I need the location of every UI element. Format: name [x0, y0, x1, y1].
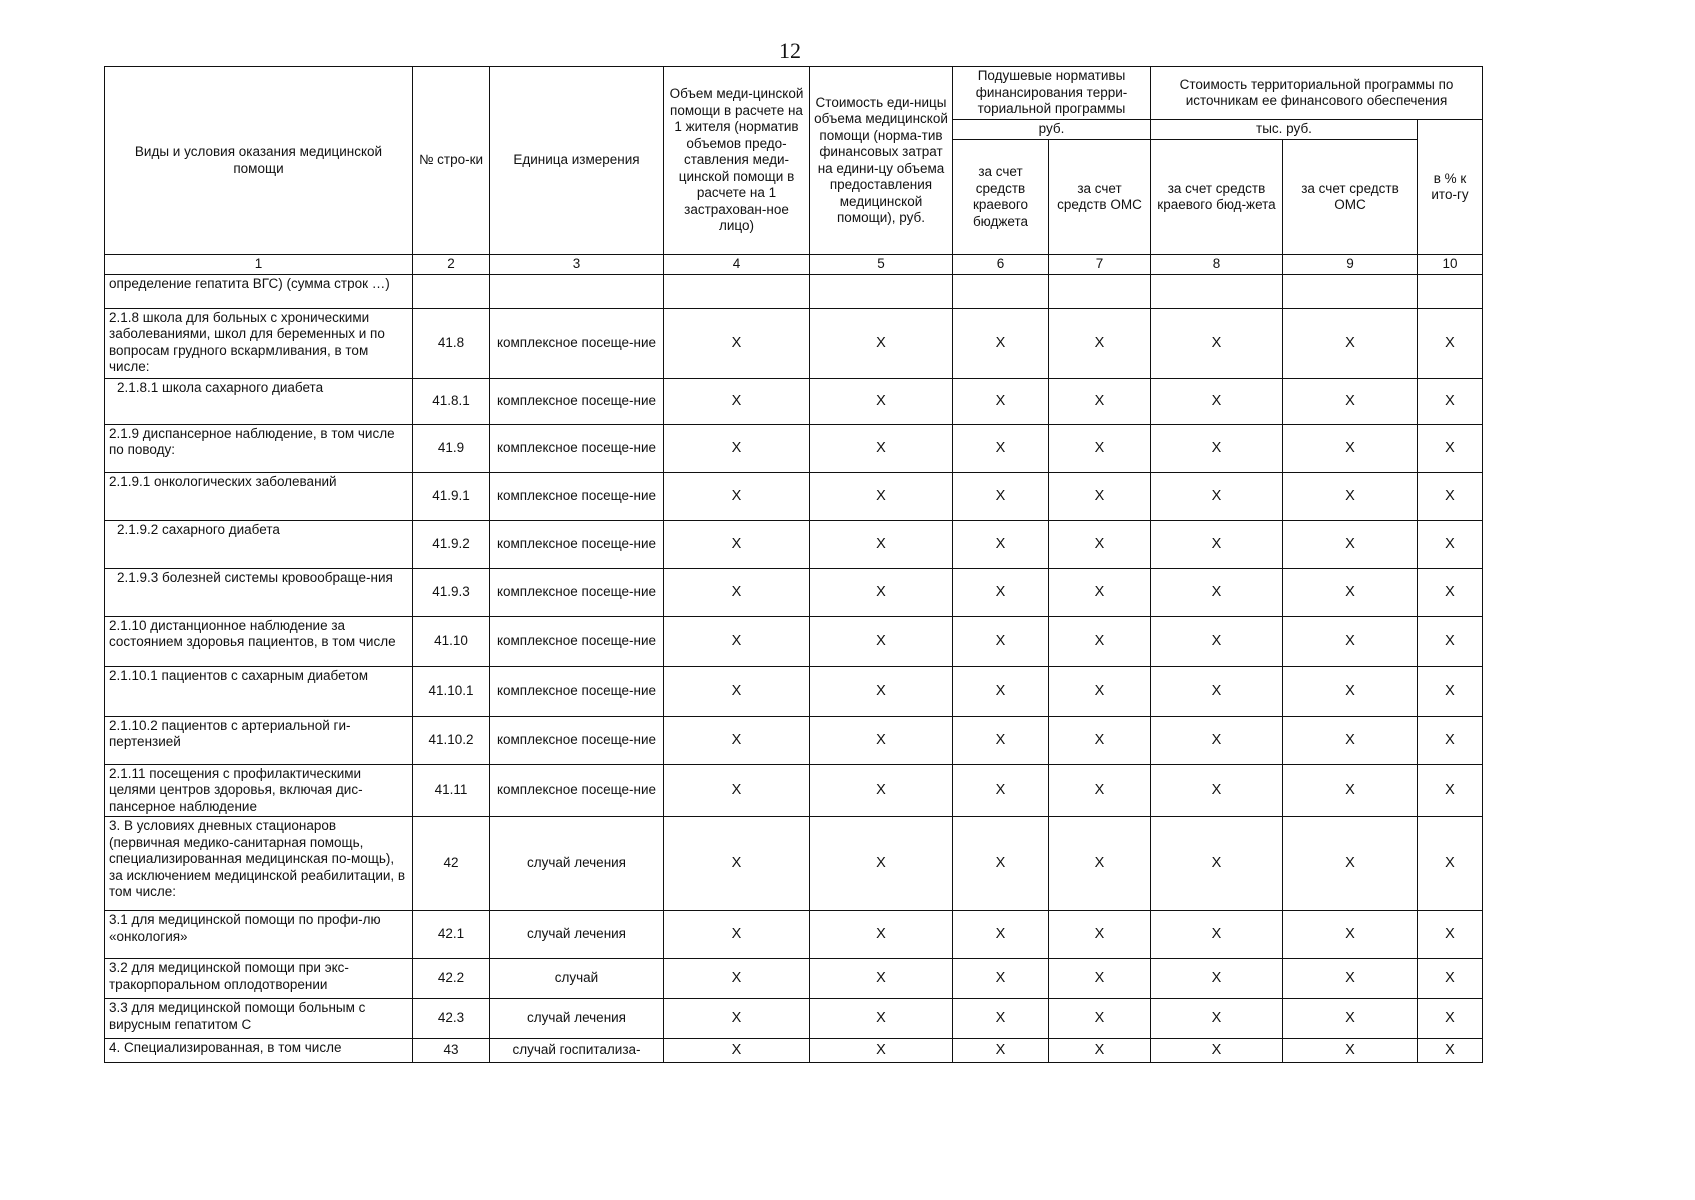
- row-line-number: 43: [413, 1039, 490, 1063]
- value-cell: Х: [810, 616, 953, 666]
- value-cell: Х: [1049, 1039, 1151, 1063]
- header-col9: за счет средств ОМС: [1283, 140, 1418, 255]
- value-cell: Х: [1151, 378, 1283, 424]
- table-row: [105, 520, 1483, 568]
- row-line-number: 41.8: [413, 308, 490, 378]
- value-cell: Х: [1151, 716, 1283, 764]
- value-cell: Х: [1049, 424, 1151, 472]
- value-cell: Х: [1151, 616, 1283, 666]
- value-cell: Х: [664, 308, 810, 378]
- row-name: определение гепатита ВГС) (сумма строк …): [105, 274, 413, 308]
- value-cell: Х: [1049, 666, 1151, 716]
- value-cell: Х: [664, 911, 810, 959]
- value-cell: Х: [664, 616, 810, 666]
- value-cell: Х: [953, 911, 1049, 959]
- value-cell: Х: [1283, 999, 1418, 1039]
- value-cell: Х: [1418, 520, 1483, 568]
- row-name: 3.2 для медицинской помощи при экс-тракорпоральном оплодотворении: [105, 959, 413, 999]
- row-unit: комплексное посеще-ние: [490, 764, 664, 817]
- value-cell: Х: [1418, 616, 1483, 666]
- value-cell: Х: [1418, 716, 1483, 764]
- value-cell: Х: [1151, 911, 1283, 959]
- value-cell: [1418, 274, 1483, 308]
- table-row: [105, 424, 1483, 472]
- header-col1: Виды и условия оказания медицинской помощи: [105, 67, 413, 255]
- value-cell: Х: [1418, 911, 1483, 959]
- value-cell: Х: [810, 472, 953, 520]
- table-row: [105, 274, 1483, 308]
- value-cell: Х: [1151, 764, 1283, 817]
- header-cost-unit: тыс. руб.: [1151, 120, 1418, 140]
- table-header: [105, 67, 1483, 275]
- value-cell: Х: [810, 1039, 953, 1063]
- value-cell: Х: [1049, 616, 1151, 666]
- header-col3: Единица измерения: [490, 67, 664, 255]
- header-col5: Стоимость еди-ницы объема медицинской помощи (норма-тив финансовых затрат на едини-цу объема предоставления медицинской помощи), руб.: [810, 67, 953, 255]
- header-col8: за счет средств краевого бюд-жета: [1151, 140, 1283, 255]
- row-name: 2.1.11 посещения с профилактическими целями центров здоровья, включая дис-пансерное наблюдение: [105, 764, 413, 817]
- value-cell: Х: [1418, 1039, 1483, 1063]
- row-unit: случай лечения: [490, 911, 664, 959]
- value-cell: Х: [1418, 764, 1483, 817]
- row-line-number: 41.11: [413, 764, 490, 817]
- table-row: [105, 911, 1483, 959]
- value-cell: Х: [1049, 716, 1151, 764]
- value-cell: Х: [1283, 716, 1418, 764]
- value-cell: Х: [953, 308, 1049, 378]
- row-unit: комплексное посеще-ние: [490, 716, 664, 764]
- value-cell: Х: [664, 568, 810, 616]
- value-cell: Х: [1283, 959, 1418, 999]
- row-line-number: 41.9.2: [413, 520, 490, 568]
- row-line-number: 42: [413, 817, 490, 911]
- column-number: 1: [105, 255, 413, 275]
- value-cell: Х: [664, 999, 810, 1039]
- column-number-row: [105, 255, 1483, 275]
- value-cell: Х: [1418, 472, 1483, 520]
- value-cell: Х: [1151, 1039, 1283, 1063]
- value-cell: Х: [1151, 308, 1283, 378]
- value-cell: Х: [1418, 666, 1483, 716]
- row-line-number: 41.10: [413, 616, 490, 666]
- row-name: 3. В условиях дневных стационаров (первичная медико-санитарная помощь, специализированная медицинская по-мощь), за исключением медицинской реабилитации, в том числе:: [105, 817, 413, 911]
- row-name: 2.1.10 дистанционное наблюдение за состоянием здоровья пациентов, в том числе: [105, 616, 413, 666]
- value-cell: Х: [1049, 308, 1151, 378]
- value-cell: Х: [1283, 424, 1418, 472]
- value-cell: Х: [810, 999, 953, 1039]
- row-line-number: 41.9.3: [413, 568, 490, 616]
- header-col4: Объем меди-цинской помощи в расчете на 1 жителя (норматив объемов предо-ставления меди-цинской помощи в расчете на 1 застрахован-ное лицо): [664, 67, 810, 255]
- value-cell: Х: [810, 764, 953, 817]
- column-number: 4: [664, 255, 810, 275]
- value-cell: Х: [953, 764, 1049, 817]
- column-number: 3: [490, 255, 664, 275]
- value-cell: Х: [1049, 472, 1151, 520]
- value-cell: Х: [953, 666, 1049, 716]
- column-number: 6: [953, 255, 1049, 275]
- table-row: [105, 1039, 1483, 1063]
- column-number: 2: [413, 255, 490, 275]
- value-cell: Х: [1283, 817, 1418, 911]
- value-cell: Х: [1151, 999, 1283, 1039]
- value-cell: Х: [664, 666, 810, 716]
- value-cell: Х: [1283, 568, 1418, 616]
- row-unit: комплексное посеще-ние: [490, 308, 664, 378]
- row-unit: комплексное посеще-ние: [490, 616, 664, 666]
- table-row: [105, 616, 1483, 666]
- value-cell: Х: [1418, 959, 1483, 999]
- value-cell: Х: [1049, 764, 1151, 817]
- row-line-number: 42.2: [413, 959, 490, 999]
- row-name: 2.1.10.2 пациентов с артериальной ги-пертензией: [105, 716, 413, 764]
- value-cell: [664, 274, 810, 308]
- row-name: 4. Специализированная, в том числе: [105, 1039, 413, 1063]
- row-name: 2.1.9.1 онкологических заболеваний: [105, 472, 413, 520]
- row-name: 3.1 для медицинской помощи по профи-лю «онкология»: [105, 911, 413, 959]
- value-cell: Х: [810, 911, 953, 959]
- header-group-cost: Стоимость территориальной программы по источникам ее финансового обеспечения: [1151, 67, 1483, 120]
- value-cell: Х: [1151, 666, 1283, 716]
- value-cell: Х: [953, 568, 1049, 616]
- value-cell: Х: [1283, 911, 1418, 959]
- value-cell: [810, 274, 953, 308]
- value-cell: Х: [664, 959, 810, 999]
- value-cell: Х: [1283, 616, 1418, 666]
- row-line-number: 41.9.1: [413, 472, 490, 520]
- table-row: [105, 568, 1483, 616]
- header-col10: в % к ито-гу: [1418, 120, 1483, 255]
- value-cell: Х: [1151, 424, 1283, 472]
- value-cell: [1151, 274, 1283, 308]
- column-number: 9: [1283, 255, 1418, 275]
- row-line-number: 41.10.1: [413, 666, 490, 716]
- table-row: [105, 999, 1483, 1039]
- header-col6: за счет средств краевого бюджета: [953, 140, 1049, 255]
- row-unit: случай: [490, 959, 664, 999]
- value-cell: Х: [1418, 308, 1483, 378]
- row-name: 2.1.8.1 школа сахарного диабета: [105, 378, 413, 424]
- value-cell: [953, 274, 1049, 308]
- header-norm-unit: руб.: [953, 120, 1151, 140]
- row-unit: комплексное посеще-ние: [490, 520, 664, 568]
- value-cell: Х: [1283, 520, 1418, 568]
- row-line-number: 42.3: [413, 999, 490, 1039]
- value-cell: Х: [1283, 378, 1418, 424]
- row-unit: случай лечения: [490, 999, 664, 1039]
- value-cell: Х: [664, 764, 810, 817]
- value-cell: Х: [664, 1039, 810, 1063]
- value-cell: Х: [664, 378, 810, 424]
- value-cell: Х: [810, 378, 953, 424]
- row-unit: комплексное посеще-ние: [490, 472, 664, 520]
- row-name: 2.1.10.1 пациентов с сахарным диабетом: [105, 666, 413, 716]
- table-row: [105, 817, 1483, 911]
- table-row: [105, 308, 1483, 378]
- value-cell: Х: [1049, 911, 1151, 959]
- value-cell: Х: [1418, 424, 1483, 472]
- row-unit: [490, 274, 664, 308]
- table-row: [105, 716, 1483, 764]
- value-cell: Х: [664, 472, 810, 520]
- row-name: 2.1.9.2 сахарного диабета: [105, 520, 413, 568]
- value-cell: Х: [1283, 1039, 1418, 1063]
- column-number: 7: [1049, 255, 1151, 275]
- value-cell: Х: [1049, 817, 1151, 911]
- row-name: 3.3 для медицинской помощи больным с вирусным гепатитом С: [105, 999, 413, 1039]
- value-cell: Х: [1151, 520, 1283, 568]
- value-cell: Х: [664, 424, 810, 472]
- page-number: 12: [779, 38, 801, 63]
- value-cell: Х: [1049, 999, 1151, 1039]
- column-number: 8: [1151, 255, 1283, 275]
- table-row: [105, 378, 1483, 424]
- row-line-number: 41.9: [413, 424, 490, 472]
- value-cell: Х: [953, 716, 1049, 764]
- value-cell: Х: [810, 308, 953, 378]
- value-cell: Х: [1418, 568, 1483, 616]
- row-line-number: 41.10.2: [413, 716, 490, 764]
- row-name: 2.1.9 диспансерное наблюдение, в том числе по поводу:: [105, 424, 413, 472]
- value-cell: Х: [1151, 817, 1283, 911]
- column-number: 5: [810, 255, 953, 275]
- value-cell: Х: [953, 817, 1049, 911]
- header-col2: № стро-ки: [413, 67, 490, 255]
- value-cell: Х: [810, 520, 953, 568]
- row-unit: комплексное посеще-ние: [490, 424, 664, 472]
- value-cell: Х: [1049, 378, 1151, 424]
- value-cell: Х: [1283, 472, 1418, 520]
- value-cell: Х: [1151, 472, 1283, 520]
- value-cell: Х: [1283, 666, 1418, 716]
- table-row: [105, 959, 1483, 999]
- value-cell: Х: [953, 959, 1049, 999]
- row-unit: случай лечения: [490, 817, 664, 911]
- row-line-number: 41.8.1: [413, 378, 490, 424]
- value-cell: Х: [1049, 520, 1151, 568]
- value-cell: Х: [1283, 308, 1418, 378]
- value-cell: Х: [664, 520, 810, 568]
- row-unit: комплексное посеще-ние: [490, 568, 664, 616]
- value-cell: Х: [810, 666, 953, 716]
- value-cell: Х: [810, 424, 953, 472]
- row-line-number: [413, 274, 490, 308]
- value-cell: Х: [810, 716, 953, 764]
- value-cell: Х: [1151, 959, 1283, 999]
- row-unit: комплексное посеще-ние: [490, 378, 664, 424]
- value-cell: [1283, 274, 1418, 308]
- value-cell: Х: [953, 472, 1049, 520]
- value-cell: Х: [953, 616, 1049, 666]
- value-cell: Х: [953, 999, 1049, 1039]
- table-body: [105, 274, 1483, 1063]
- value-cell: Х: [810, 817, 953, 911]
- row-unit: комплексное посеще-ние: [490, 666, 664, 716]
- value-cell: Х: [1151, 568, 1283, 616]
- value-cell: Х: [953, 520, 1049, 568]
- value-cell: Х: [953, 1039, 1049, 1063]
- column-number: 10: [1418, 255, 1483, 275]
- value-cell: Х: [1049, 568, 1151, 616]
- value-cell: Х: [1418, 999, 1483, 1039]
- value-cell: Х: [953, 424, 1049, 472]
- table-row: [105, 472, 1483, 520]
- row-line-number: 42.1: [413, 911, 490, 959]
- header-col7: за счет средств ОМС: [1049, 140, 1151, 255]
- value-cell: Х: [1418, 378, 1483, 424]
- value-cell: Х: [953, 378, 1049, 424]
- value-cell: Х: [1049, 959, 1151, 999]
- row-unit: случай госпитализа-: [490, 1039, 664, 1063]
- value-cell: Х: [810, 959, 953, 999]
- financing-table: [104, 66, 1483, 1063]
- table-row: [105, 666, 1483, 716]
- value-cell: Х: [1418, 817, 1483, 911]
- value-cell: Х: [810, 568, 953, 616]
- row-name: 2.1.9.3 болезней системы кровообраще-ния: [105, 568, 413, 616]
- value-cell: Х: [1283, 764, 1418, 817]
- value-cell: Х: [664, 817, 810, 911]
- header-group-norm: Подушевые нормативы финансирования терри-ториальной программы: [953, 67, 1151, 120]
- row-name: 2.1.8 школа для больных с хроническими заболеваниями, школ для беременных и по вопросам грудного вскармливания, в том числе:: [105, 308, 413, 378]
- value-cell: Х: [664, 716, 810, 764]
- table-row: [105, 764, 1483, 817]
- value-cell: [1049, 274, 1151, 308]
